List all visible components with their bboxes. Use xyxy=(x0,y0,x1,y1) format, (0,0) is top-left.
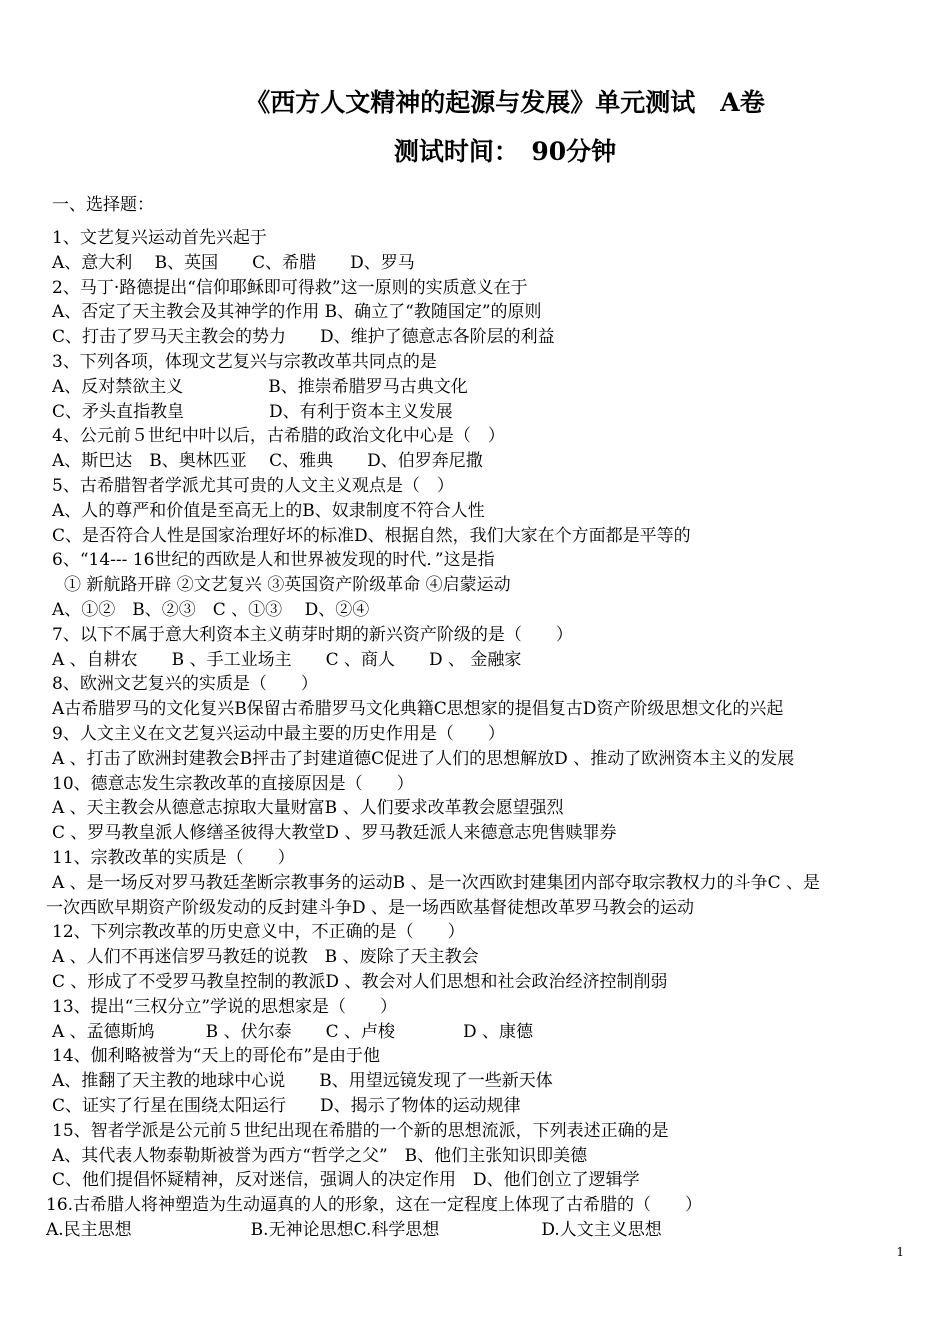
question-line: A、斯巴达 B、奥林匹亚 C、雅典 D、伯罗奔尼撒 xyxy=(52,451,483,472)
question-line: A、人的尊严和价值是至高无上的B、奴隶制度不符合人性 xyxy=(52,500,485,521)
question-line: 14、伽利略被誉为“天上的哥伦布”是由于他 xyxy=(52,1046,381,1067)
question-line: A 、天主教会从德意志掠取大量财富B 、人们要求改革教会愿望强烈 xyxy=(52,798,564,819)
question-line: A、否定了天主教会及其神学的作用 B、确立了“教随国定”的原则 xyxy=(52,302,542,323)
question-line: A 、是一场反对罗马教廷垄断宗教事务的运动B 、是一次西欧封建集团内部夺取宗教权力的斗争C 、是 xyxy=(52,872,820,893)
question-line: 8、欧洲文艺复兴的实质是（ ） xyxy=(52,674,318,695)
question-line: A 、自耕农 B 、手工业场主 C 、商人 D 、 金融家 xyxy=(52,649,522,670)
question-line: A 、打击了欧洲封建教会B抨击了封建道德C促进了人们的思想解放D 、推动了欧洲资本主义的发展 xyxy=(52,748,795,769)
question-line: 3、下列各项，体现文艺复兴与宗教改革共同点的是 xyxy=(52,352,437,372)
question-line: 5、古希腊智者学派尤其可贵的人文主义观点是（ ） xyxy=(52,476,454,496)
question-line: A、反对禁欲主义 B、推崇希腊罗马古典文化 xyxy=(52,376,468,397)
question-line: A、①② B、②③ C 、①③ D、②④ xyxy=(52,600,370,620)
question-line: 16.古希腊人将神塑造为生动逼真的人的形象，这在一定程度上体现了古希腊的（ ） xyxy=(46,1195,703,1216)
question-line: 6、“14--- 16世纪的西欧是人和世界被发现的时代．”这是指 xyxy=(52,550,495,571)
question-line: 1、文艺复兴运动首先兴起于 xyxy=(52,228,267,248)
question-line: 13、提出“三权分立”学说的思想家是（ ） xyxy=(52,996,398,1017)
question-line: C 、形成了不受罗马教皇控制的教派D 、教会对人们思想和社会政治经济控制削弱 xyxy=(52,972,668,992)
question-line: C、证实了行星在围绕太阳运行 D、揭示了物体的运动规律 xyxy=(52,1096,521,1116)
section-heading: 一、选择题： xyxy=(52,195,154,215)
question-line: 10、德意志发生宗教改革的直接原因是（ ） xyxy=(52,773,414,794)
question-line: A 、孟德斯鸠 B 、伏尔泰 C 、卢梭 D 、康德 xyxy=(52,1021,534,1042)
question-line: A、其代表人物泰勒斯被誉为西方“哲学之父” B、他们主张知识即美德 xyxy=(52,1145,588,1166)
question-line: 2、马丁·路德提出“信仰耶稣即可得救”这一原则的实质意义在于 xyxy=(52,277,528,298)
page-number: 1 xyxy=(896,1245,904,1259)
question-line: 一次西欧早期资产阶级发动的反封建斗争D 、是一场西欧基督徒想改革罗马教会的运动 xyxy=(46,897,695,918)
question-line: C、矛头直指教皇 D、有利于资本主义发展 xyxy=(52,401,453,422)
question-line: C 、罗马教皇派人修缮圣彼得大教堂D 、罗马教廷派人来德意志兜售赎罪券 xyxy=(52,823,617,844)
question-line: C、是否符合人性是国家治理好坏的标准D、根据自然，我们大家在个方面都是平等的 xyxy=(52,525,691,546)
page-title: 《西方人文精神的起源与发展》单元测试 A卷 xyxy=(245,88,765,117)
question-line: A、意大利 B、英国 C、希腊 D、罗马 xyxy=(52,252,415,273)
question-line: 15、智者学派是公元前５世纪出现在希腊的一个新的思想流派，下列表述正确的是 xyxy=(52,1120,669,1141)
question-line: A古希腊罗马的文化复兴B保留古希腊罗马文化典籍C思想家的提倡复古D资产阶级思想文化的兴起 xyxy=(52,699,784,720)
question-line: 12、下列宗教改革的历史意义中，不正确的是（ ） xyxy=(52,922,465,943)
question-line: A、推翻了天主教的地球中心说 B、用望远镜发现了一些新天体 xyxy=(52,1071,553,1092)
question-line: ① 新航路开辟 ②文艺复兴 ③英国资产阶级革命 ④启蒙运动 xyxy=(64,575,511,596)
page-subtitle: 测试时间： 90分钟 xyxy=(393,137,617,166)
question-line: C、打击了罗马天主教会的势力 D、维护了德意志各阶层的利益 xyxy=(52,327,555,348)
question-line: A 、人们不再迷信罗马教廷的说教 B 、废除了天主教会 xyxy=(52,947,479,968)
question-line: C、他们提倡怀疑精神，反对迷信，强调人的决定作用 D、他们创立了逻辑学 xyxy=(52,1170,640,1191)
question-line: 9、人文主义在文艺复兴运动中最主要的历史作用是（ ） xyxy=(52,724,505,744)
question-line: 11、宗教改革的实质是（ ） xyxy=(52,848,295,868)
question-line: 4、公元前５世纪中叶以后，古希腊的政治文化中心是（ ） xyxy=(52,426,505,447)
question-line: A.民主思想 B.无神论思想C.科学思想 D.人文主义思想 xyxy=(46,1220,662,1240)
question-line: 7、以下不属于意大利资本主义萌芽时期的新兴资产阶级的是（ ） xyxy=(52,624,573,645)
